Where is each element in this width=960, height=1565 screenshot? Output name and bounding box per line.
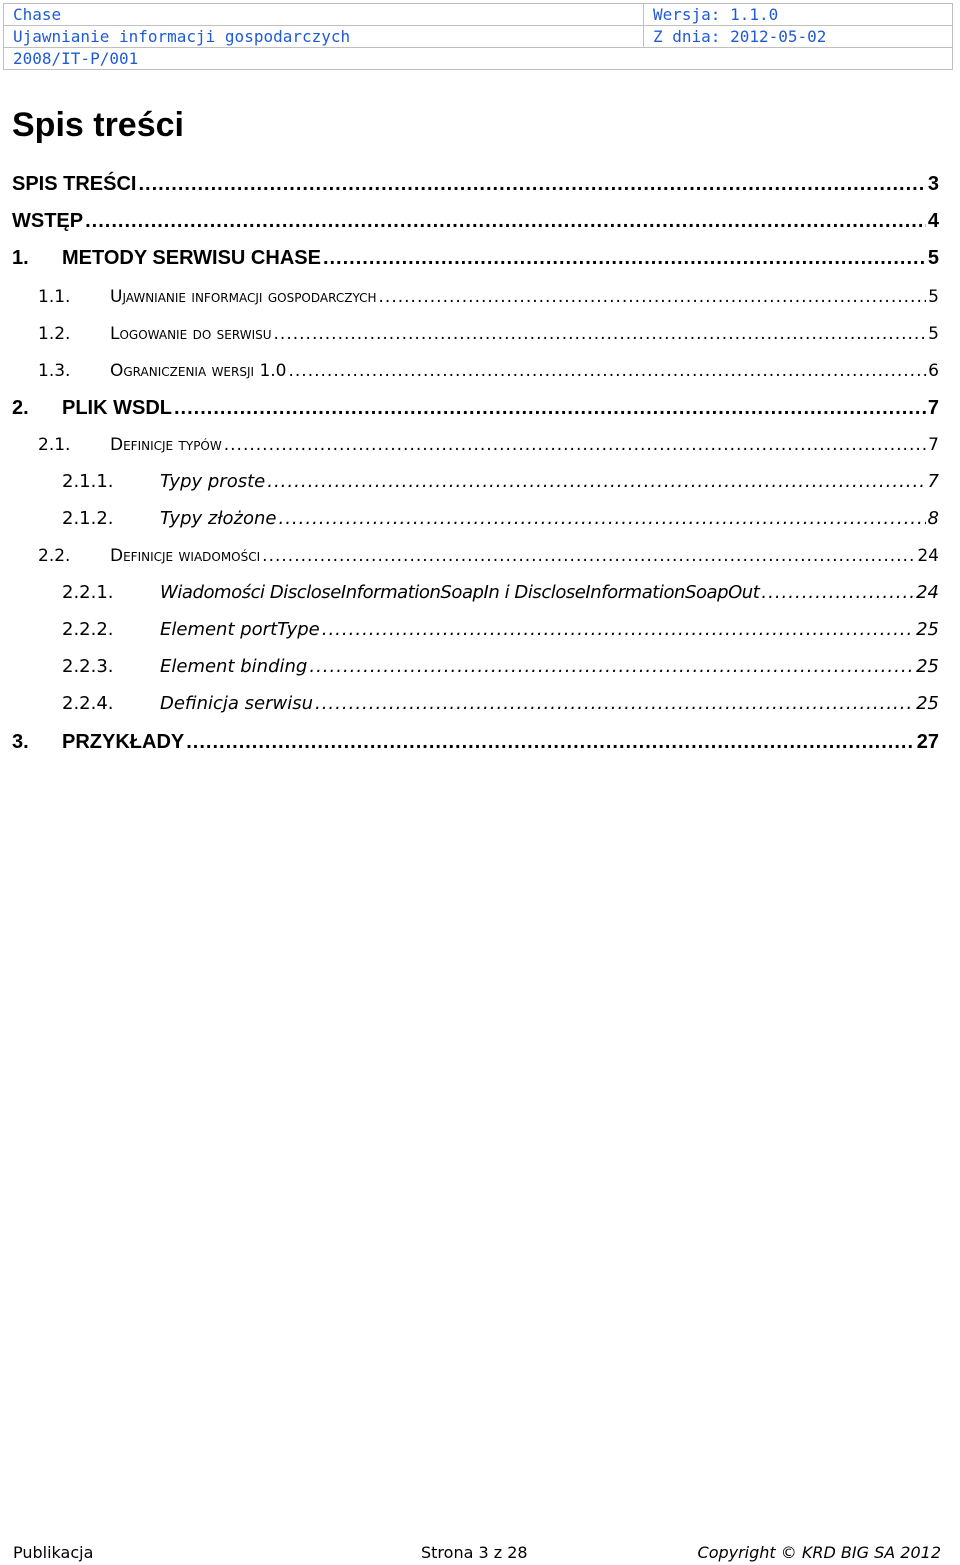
toc-entry-label: Typy proste [160,471,266,492]
header-row-3 [4,47,952,69]
footer-copyright-holder: KRD BIG SA 2012 [801,1543,941,1562]
toc-entry-number: 2.2.2. [62,619,114,640]
toc-entry-label: Definicja serwisu [160,693,313,714]
toc-entry-label: METODY SERWISU CHASE [62,247,321,269]
toc-entry-number: 2.2.3. [62,656,114,677]
toc-entry-label: Definicje typów [110,435,222,455]
toc-leader [309,654,914,680]
toc-leader [186,729,915,755]
toc-entry-page: 7 [927,397,939,419]
footer-copyright [698,1541,941,1565]
toc-entry-number: 3. [12,731,29,753]
toc-entry-number: 1.3. [38,361,71,381]
footer-publication: Publikacja [13,1543,94,1562]
footer-copyright-prefix: Copyright [697,1543,776,1562]
toc-entry-number: 2.1.1. [62,471,114,492]
toc-entry-label: WSTĘP [12,210,84,232]
header-app-name: Chase [4,4,644,25]
toc-entry-page: 6 [928,361,939,381]
toc-entry[interactable] [0,729,960,755]
toc-leader [761,580,914,606]
page-title: Spis treści [12,106,184,144]
toc-entry-page: 25 [916,619,939,640]
toc-entry-number: 2.2.1. [62,582,114,603]
toc-entry[interactable] [0,580,960,606]
toc-entry-label: Ograniczenia wersji 1.0 [110,361,287,381]
toc-entry-label: Element portType [160,619,320,640]
toc-entry-label: Wiadomości DiscloseInformationSoapIn i DiscloseInformationSoapOut [160,582,760,603]
toc-leader [379,284,927,310]
toc-entry-number: 1.1. [38,287,71,307]
toc-entry-label: Definicje wiadomości [110,546,261,566]
toc-entry[interactable] [0,691,960,717]
toc-entry-label: Ujawnianie informacji gospodarczych [110,287,377,307]
toc-entry[interactable] [0,171,960,197]
toc-entry-page: 8 [927,508,939,529]
toc-entry-page: 5 [928,287,939,307]
toc-leader [267,469,925,495]
toc-entry-page: 7 [928,435,939,455]
toc-entry[interactable] [0,208,960,234]
toc-entry-number: 1. [12,247,29,269]
toc-leader [262,543,915,569]
document-header [3,3,953,70]
toc-entry[interactable] [0,358,960,384]
toc-leader [224,432,926,458]
toc-entry-page: 7 [927,471,939,492]
toc-entry-label: PRZYKŁADY [62,731,185,753]
header-date: Z dnia: 2012-05-02 [653,27,827,46]
toc-entry[interactable] [0,654,960,680]
header-version: Wersja: 1.1.0 [653,5,779,24]
toc-entry-page: 24 [917,546,939,566]
toc-leader [274,321,927,347]
page-footer [13,1541,941,1565]
toc-entry-number: 2.1. [38,435,71,455]
header-row-1 [4,4,952,25]
toc-leader [289,358,927,384]
toc-entry[interactable] [0,321,960,347]
toc-entry[interactable] [0,469,960,495]
toc-entry-number: 2.2. [38,546,71,566]
toc-leader [322,617,914,643]
copyright-icon: © [780,1543,797,1562]
toc-entry-number: 2. [12,397,29,419]
toc-entry[interactable] [0,506,960,532]
toc-entry-number: 2.1.2. [62,508,114,529]
toc-entry[interactable] [0,284,960,310]
toc-leader [85,208,926,234]
toc-entry[interactable] [0,395,960,421]
toc-entry-page: 25 [916,693,939,714]
toc-leader [315,691,914,717]
toc-entry-page: 5 [927,247,939,269]
toc-entry-label: SPIS TREŚCI [12,173,137,195]
toc-entry-label: Element binding [160,656,308,677]
toc-entry-page: 25 [916,656,939,677]
toc-entry[interactable] [0,543,960,569]
header-doc-id: 2008/IT-P/001 [13,49,139,68]
toc-entry-number: 1.2. [38,324,71,344]
toc-entry-label: PLIK WSDL [62,397,172,419]
toc-entry[interactable] [0,432,960,458]
toc-entry[interactable] [0,617,960,643]
toc-entry-page: 27 [916,731,939,753]
header-row-2 [4,25,952,47]
toc-entry[interactable] [0,245,960,271]
toc-leader [323,245,926,271]
toc-entry-label: Logowanie do serwisu [110,324,272,344]
header-doc-title: Ujawnianie informacji gospodarczych [4,26,644,47]
toc-entry-number: 2.2.4. [62,693,114,714]
footer-page-number: Strona 3 z 28 [421,1543,528,1562]
toc-entry-page: 24 [916,582,939,603]
toc-entry-label: Typy złożone [160,508,277,529]
toc-leader [278,506,925,532]
toc-leader [174,395,926,421]
toc-leader [138,171,925,197]
toc-entry-page: 3 [927,173,939,195]
toc-entry-page: 5 [928,324,939,344]
toc-entry-page: 4 [927,210,939,232]
